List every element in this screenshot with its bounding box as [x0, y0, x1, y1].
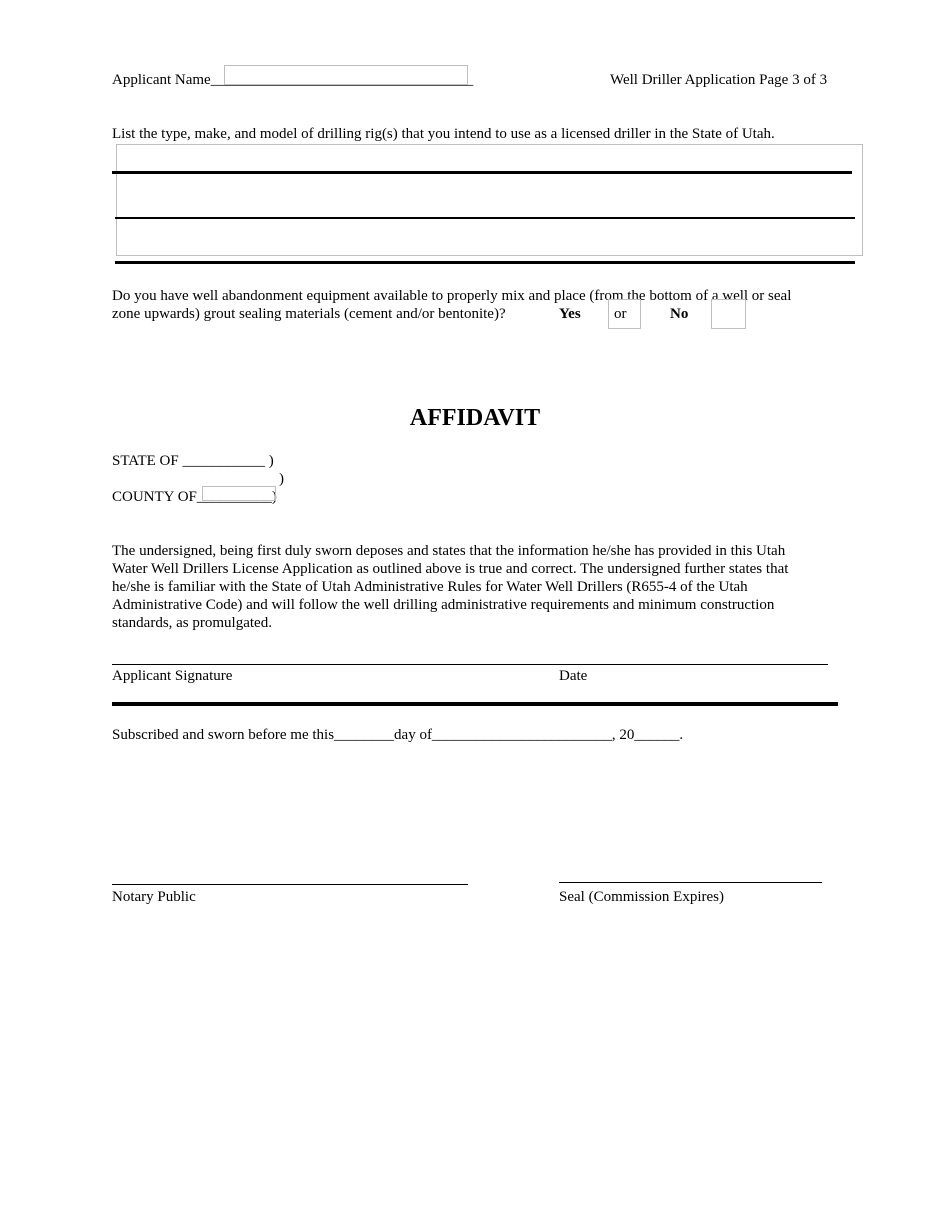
seal-line	[559, 882, 822, 883]
applicant-name-underline: ___________________________________	[210, 72, 474, 88]
county-paren: )	[271, 489, 277, 505]
statement-line1: The undersigned, being first duly sworn deposes and states that the information he/she has provided in this Utah	[112, 543, 786, 559]
rig-line-3	[115, 261, 855, 264]
yes-label: Yes	[559, 306, 581, 322]
statement-line4: Administrative Code) and will follow the well drilling administrative requirements and minimum construction	[112, 597, 775, 613]
abandonment-question-line2: zone upwards) grout sealing materials (cement and/or bentonite)?	[112, 306, 506, 322]
county-label: COUNTY OF	[112, 489, 197, 505]
notary-public-label: Notary Public	[112, 889, 196, 905]
sworn-text: Subscribed and sworn before me this________day of________________________, 20______.	[112, 727, 684, 743]
state-county-paren: )	[279, 471, 284, 487]
signature-line	[112, 664, 828, 665]
abandonment-question-line1: Do you have well abandonment equipment available to properly mix and place (from the bottom of a well or seal	[112, 288, 792, 304]
statement-line2: Water Well Drillers License Application as outlined above is true and correct. The undersigned further states that	[112, 561, 789, 577]
county-field[interactable]	[202, 486, 276, 501]
rig-prompt: List the type, make, and model of drilling rig(s) that you intend to use as a licensed driller in the State of Utah.	[112, 126, 775, 142]
rig-list-field[interactable]	[116, 144, 863, 256]
rig-line-2	[115, 217, 855, 219]
thick-divider	[112, 702, 838, 706]
statement-line5: standards, as promulgated.	[112, 615, 272, 631]
statement-line3: he/she is familiar with the State of Utah Administrative Rules for Water Well Drillers (R655-4 of the Utah	[112, 579, 748, 595]
or-label: or	[614, 306, 627, 322]
rig-line-1	[112, 171, 852, 174]
applicant-name-field[interactable]	[224, 65, 468, 85]
page-label: Well Driller Application Page 3 of 3	[610, 72, 828, 88]
no-label: No	[670, 306, 689, 322]
applicant-name-label: Applicant Name	[112, 72, 211, 88]
applicant-signature-label: Applicant Signature	[112, 668, 233, 684]
date-label: Date	[559, 668, 588, 684]
seal-label: Seal (Commission Expires)	[559, 889, 724, 905]
county-underline: __________	[196, 489, 272, 505]
affidavit-title: AFFIDAVIT	[409, 405, 541, 431]
no-field[interactable]	[711, 299, 746, 329]
notary-line	[112, 884, 468, 885]
state-line: STATE OF ___________ )	[112, 453, 274, 469]
